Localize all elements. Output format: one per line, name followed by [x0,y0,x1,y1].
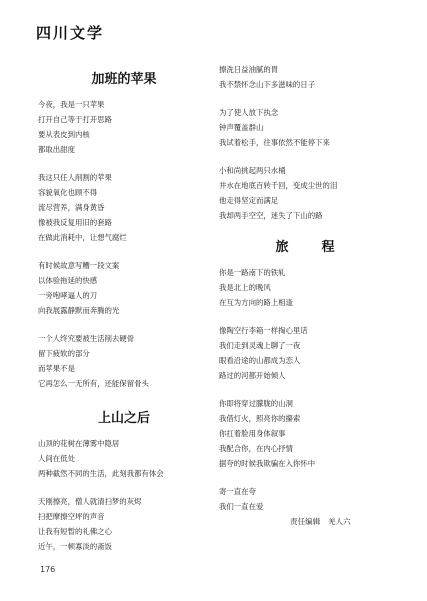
magazine-logo: 四川文学 [36,24,105,42]
poem-journey [219,265,391,514]
poem-line: 有时候故意写糟一段文案 [38,261,120,270]
stanza [219,163,391,223]
poem-line: 近午，一顿寡淡的斋饭 [38,542,112,551]
poem-line: 路过的河都开始倾人 [219,371,286,380]
poem-line: 今夜，我是一只苹果 [38,100,105,109]
stanza [219,484,391,514]
poem-line: 一旁咆哮逼人的刀 [38,291,98,300]
stanza [38,494,210,554]
poem-line: 寄一直在夸 [219,487,256,496]
poem-line: 我借灯火，照亮你的攥索 [219,414,301,423]
poem-line: 你扛着脸用身体叙事 [219,429,286,438]
poem-line: 我们一直在爱 [219,502,264,511]
poem-line: 都取出甜度 [38,145,75,154]
stanza [219,62,391,92]
poem-line: 钟声覆盖群山 [219,123,264,132]
poem-line: 两种截然不同的生活，此刻我都有体会 [38,469,164,478]
poem-line: 他走得坚定而满足 [219,196,279,205]
poem-line: 打开自己等于打开思路 [38,115,112,124]
poem-line: 井水在地底百转千回，变成尘世的泪 [219,181,338,190]
stanza [219,396,391,471]
stanza [219,323,391,383]
poem-line: 而苹果不是 [38,364,75,373]
poem-line: 眼看沿途的山都成为恋人 [219,356,301,365]
right-column [219,62,391,527]
poem-line: 它再怎么一无所有，还能保留骨头 [38,379,149,388]
poem-line: 我却两手空空，迷失了下山的路 [219,211,323,220]
poem-line: 留下疲软的部分 [38,349,90,358]
stanza [38,170,210,245]
left-column [38,62,210,567]
poem-line: 据夸的时候我欺骗在入你怀中 [219,459,316,468]
poem-title-mountain: 上山之后 [97,411,150,426]
poem-line: 要从表皮到内核 [38,130,90,139]
poem-mountain [38,436,210,554]
poem-mountain-continued [219,62,391,223]
poem-line: 像陶空行李箱一样掏心里话 [219,326,308,335]
stanza [219,265,391,310]
poem-line: 向我展露静默而奔腾的光 [38,306,120,315]
poem-line: 像被我反复用旧的套路 [38,218,112,227]
poem-line: 擦洗日益油腻的胃 [219,65,279,74]
poem-line: 我不禁怀念山下多滋味的日子 [219,80,316,89]
poem-apple [38,97,210,391]
poem-line: 一个人终究要被生活削去硬骨 [38,334,135,343]
poem-line: 我们走到灵魂上聊了一夜 [219,341,301,350]
poem-line: 在互为方向的路上相逢 [219,298,293,307]
stanza [38,331,210,391]
poem-line: 为了使人放下执念 [219,108,279,117]
poem-line: 我是北上的晚风 [219,283,271,292]
poem-line: 流尽营养，满身黄昏 [38,203,105,212]
poem-title-journey: 旅 程 [275,240,345,255]
stanza [219,105,391,150]
stanza [38,436,210,481]
poem-line: 扫把摩擦空坪的声音 [38,512,105,521]
poem-line: 容貌氧化也顾不得 [38,188,98,197]
poem-title-apple: 加班的苹果 [91,72,157,87]
poem-line: 你是一路南下的铁轧 [219,268,286,277]
poem-line: 天刚擦亮，僧人就清扫梦的灰烬 [38,497,142,506]
poem-line: 我试着松手，往事依然不能停下来 [219,138,330,147]
poem-line: 让我有短暂的礼佛之心 [38,527,112,536]
poem-line: 你即将穿过朦胧的山洞 [219,399,293,408]
stanza [38,97,210,157]
poem-line: 我这只任人削割的苹果 [38,173,112,182]
page-number: 176 [40,565,56,574]
stanza [38,258,210,318]
poem-line: 人间在低处 [38,454,75,463]
poem-line: 小和尚挑起两只水桶 [219,166,286,175]
editor-credit: 责任编辑 羌人六 [290,517,351,526]
poem-line: 我配合你，在内心抒情 [219,444,293,453]
poem-line: 在做此消耗中，让想气腐烂 [38,233,127,242]
poem-line: 山顶的花树在薄雾中隐居 [38,439,120,448]
poem-line: 以体验拖延的快感 [38,276,98,285]
